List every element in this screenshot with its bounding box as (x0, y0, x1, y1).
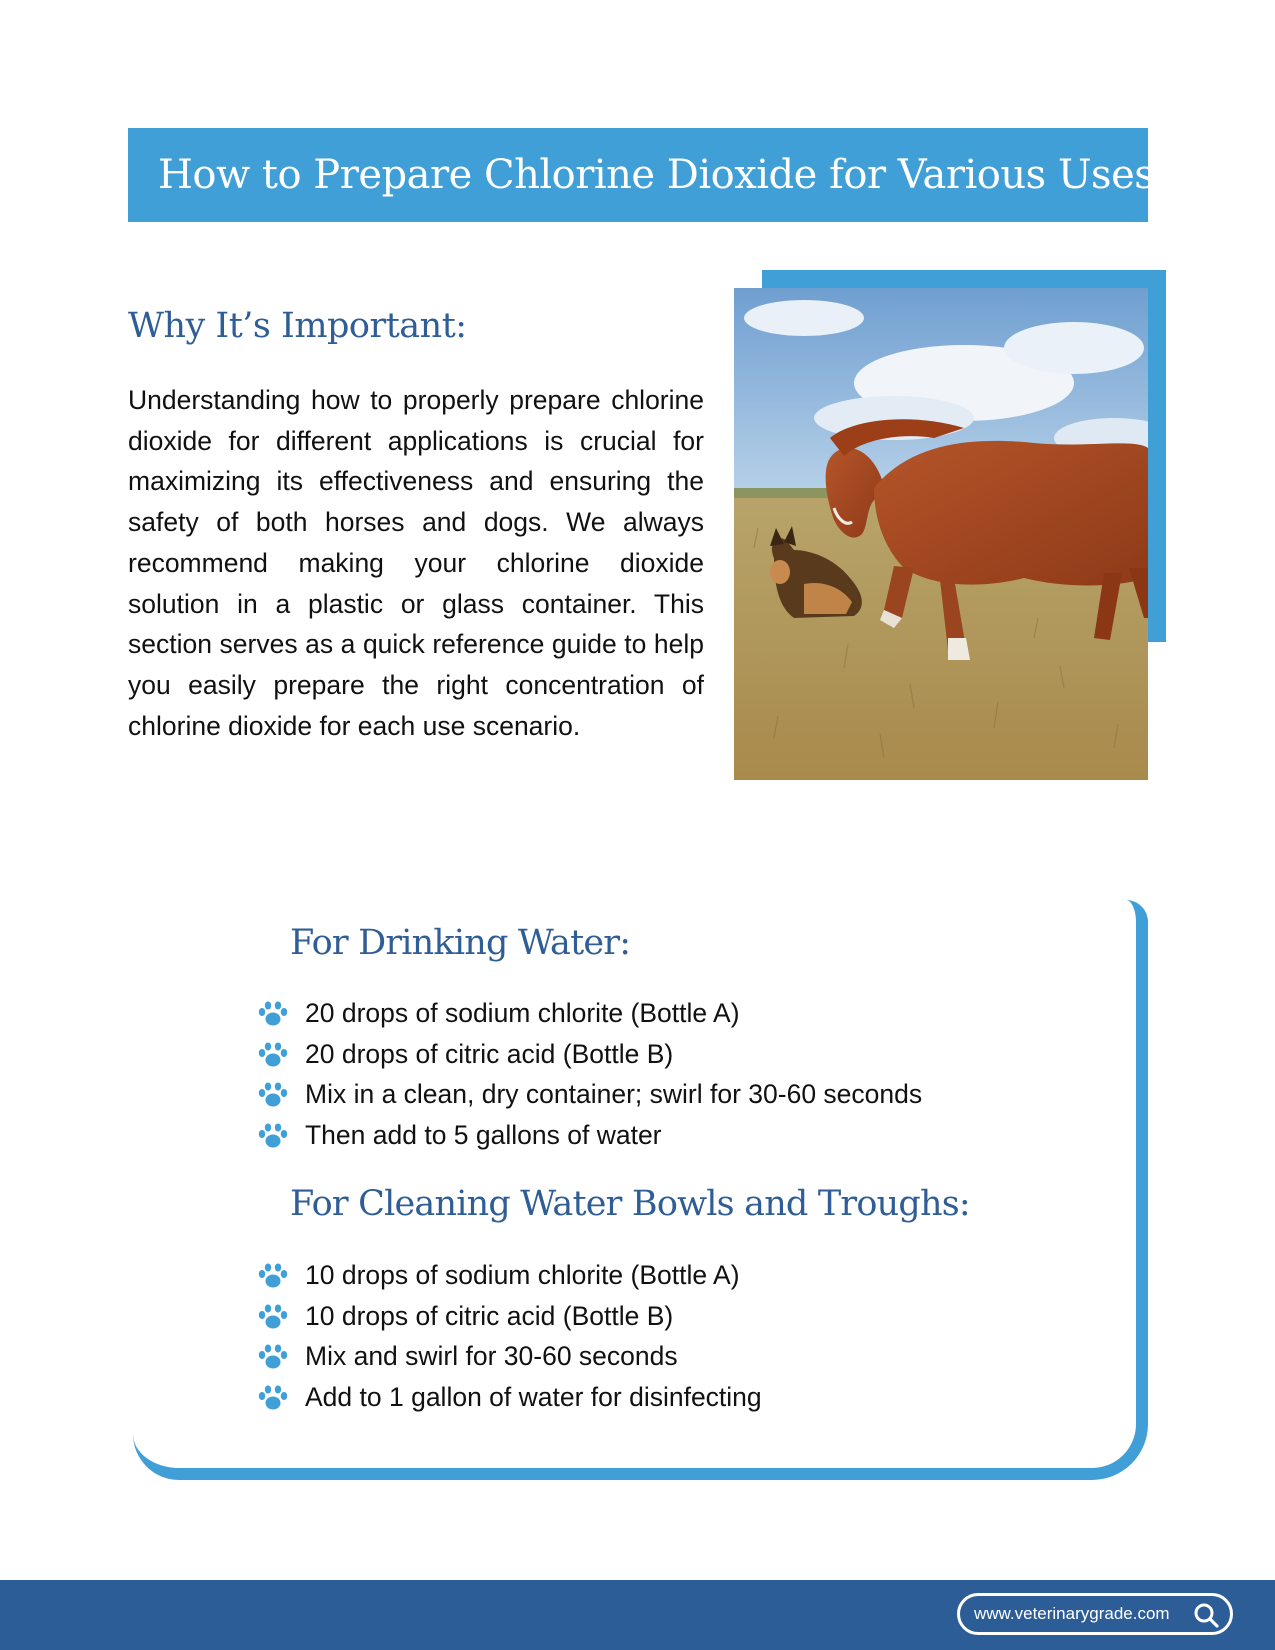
list-item (258, 1074, 922, 1115)
horse-and-dog-photo (734, 288, 1148, 780)
list-item (258, 1115, 922, 1156)
why-important-body: Understanding how to properly prepare chlorine dioxide for different applications is crucial for maximizing its effectiveness and ensuring the safety of both horses and dogs. We always recommend making your chlorine dioxide solution in a plastic or glass container. This section serves as a quick reference guide to help you easily prepare the right concentration of chlorine dioxide for each use scenario. (128, 385, 704, 741)
list-item-text: 10 drops of sodium chlorite (Bottle A) (305, 1260, 740, 1290)
cleaning-heading: For Cleaning Water Bowls and Troughs: (290, 1184, 970, 1224)
page-title: How to Prepare Chlorine Dioxide for Various Uses (158, 152, 1155, 198)
paw-icon (258, 1344, 288, 1370)
list-item (258, 1296, 762, 1337)
paw-icon (258, 1123, 288, 1149)
list-item-text: 10 drops of citric acid (Bottle B) (305, 1300, 674, 1331)
paw-icon (258, 1385, 288, 1411)
list-item-text: Mix and swirl for 30-60 seconds (305, 1341, 678, 1372)
paw-icon (258, 1042, 288, 1068)
list-item (258, 1255, 762, 1296)
title-banner (128, 128, 1155, 222)
cleaning-list (258, 1255, 762, 1418)
list-item (258, 1336, 762, 1377)
paw-icon (258, 1263, 288, 1289)
paw-icon (258, 1082, 288, 1108)
paw-icon (258, 1001, 288, 1027)
drinking-water-list (258, 993, 922, 1156)
list-item-text: 20 drops of citric acid (Bottle B) (305, 1038, 674, 1069)
list-item (258, 1034, 922, 1075)
paw-icon (258, 1304, 288, 1330)
list-item-text: 20 drops of sodium chlorite (Bottle A) (305, 998, 740, 1028)
why-important-heading: Why It’s Important: (128, 306, 467, 346)
list-item-text: Then add to 5 gallons of water (305, 1120, 662, 1151)
list-item-text: Mix in a clean, dry container; swirl for 30-60 seconds (305, 1079, 923, 1110)
list-item (258, 993, 922, 1034)
list-item (258, 1377, 762, 1418)
website-link[interactable] (957, 1593, 1233, 1635)
list-item-text: Add to 1 gallon of water for disinfecting (305, 1382, 762, 1413)
website-url[interactable]: www.veterinarygrade.com (974, 1604, 1170, 1623)
drinking-water-heading: For Drinking Water: (290, 923, 631, 963)
search-icon[interactable] (1192, 1601, 1220, 1629)
